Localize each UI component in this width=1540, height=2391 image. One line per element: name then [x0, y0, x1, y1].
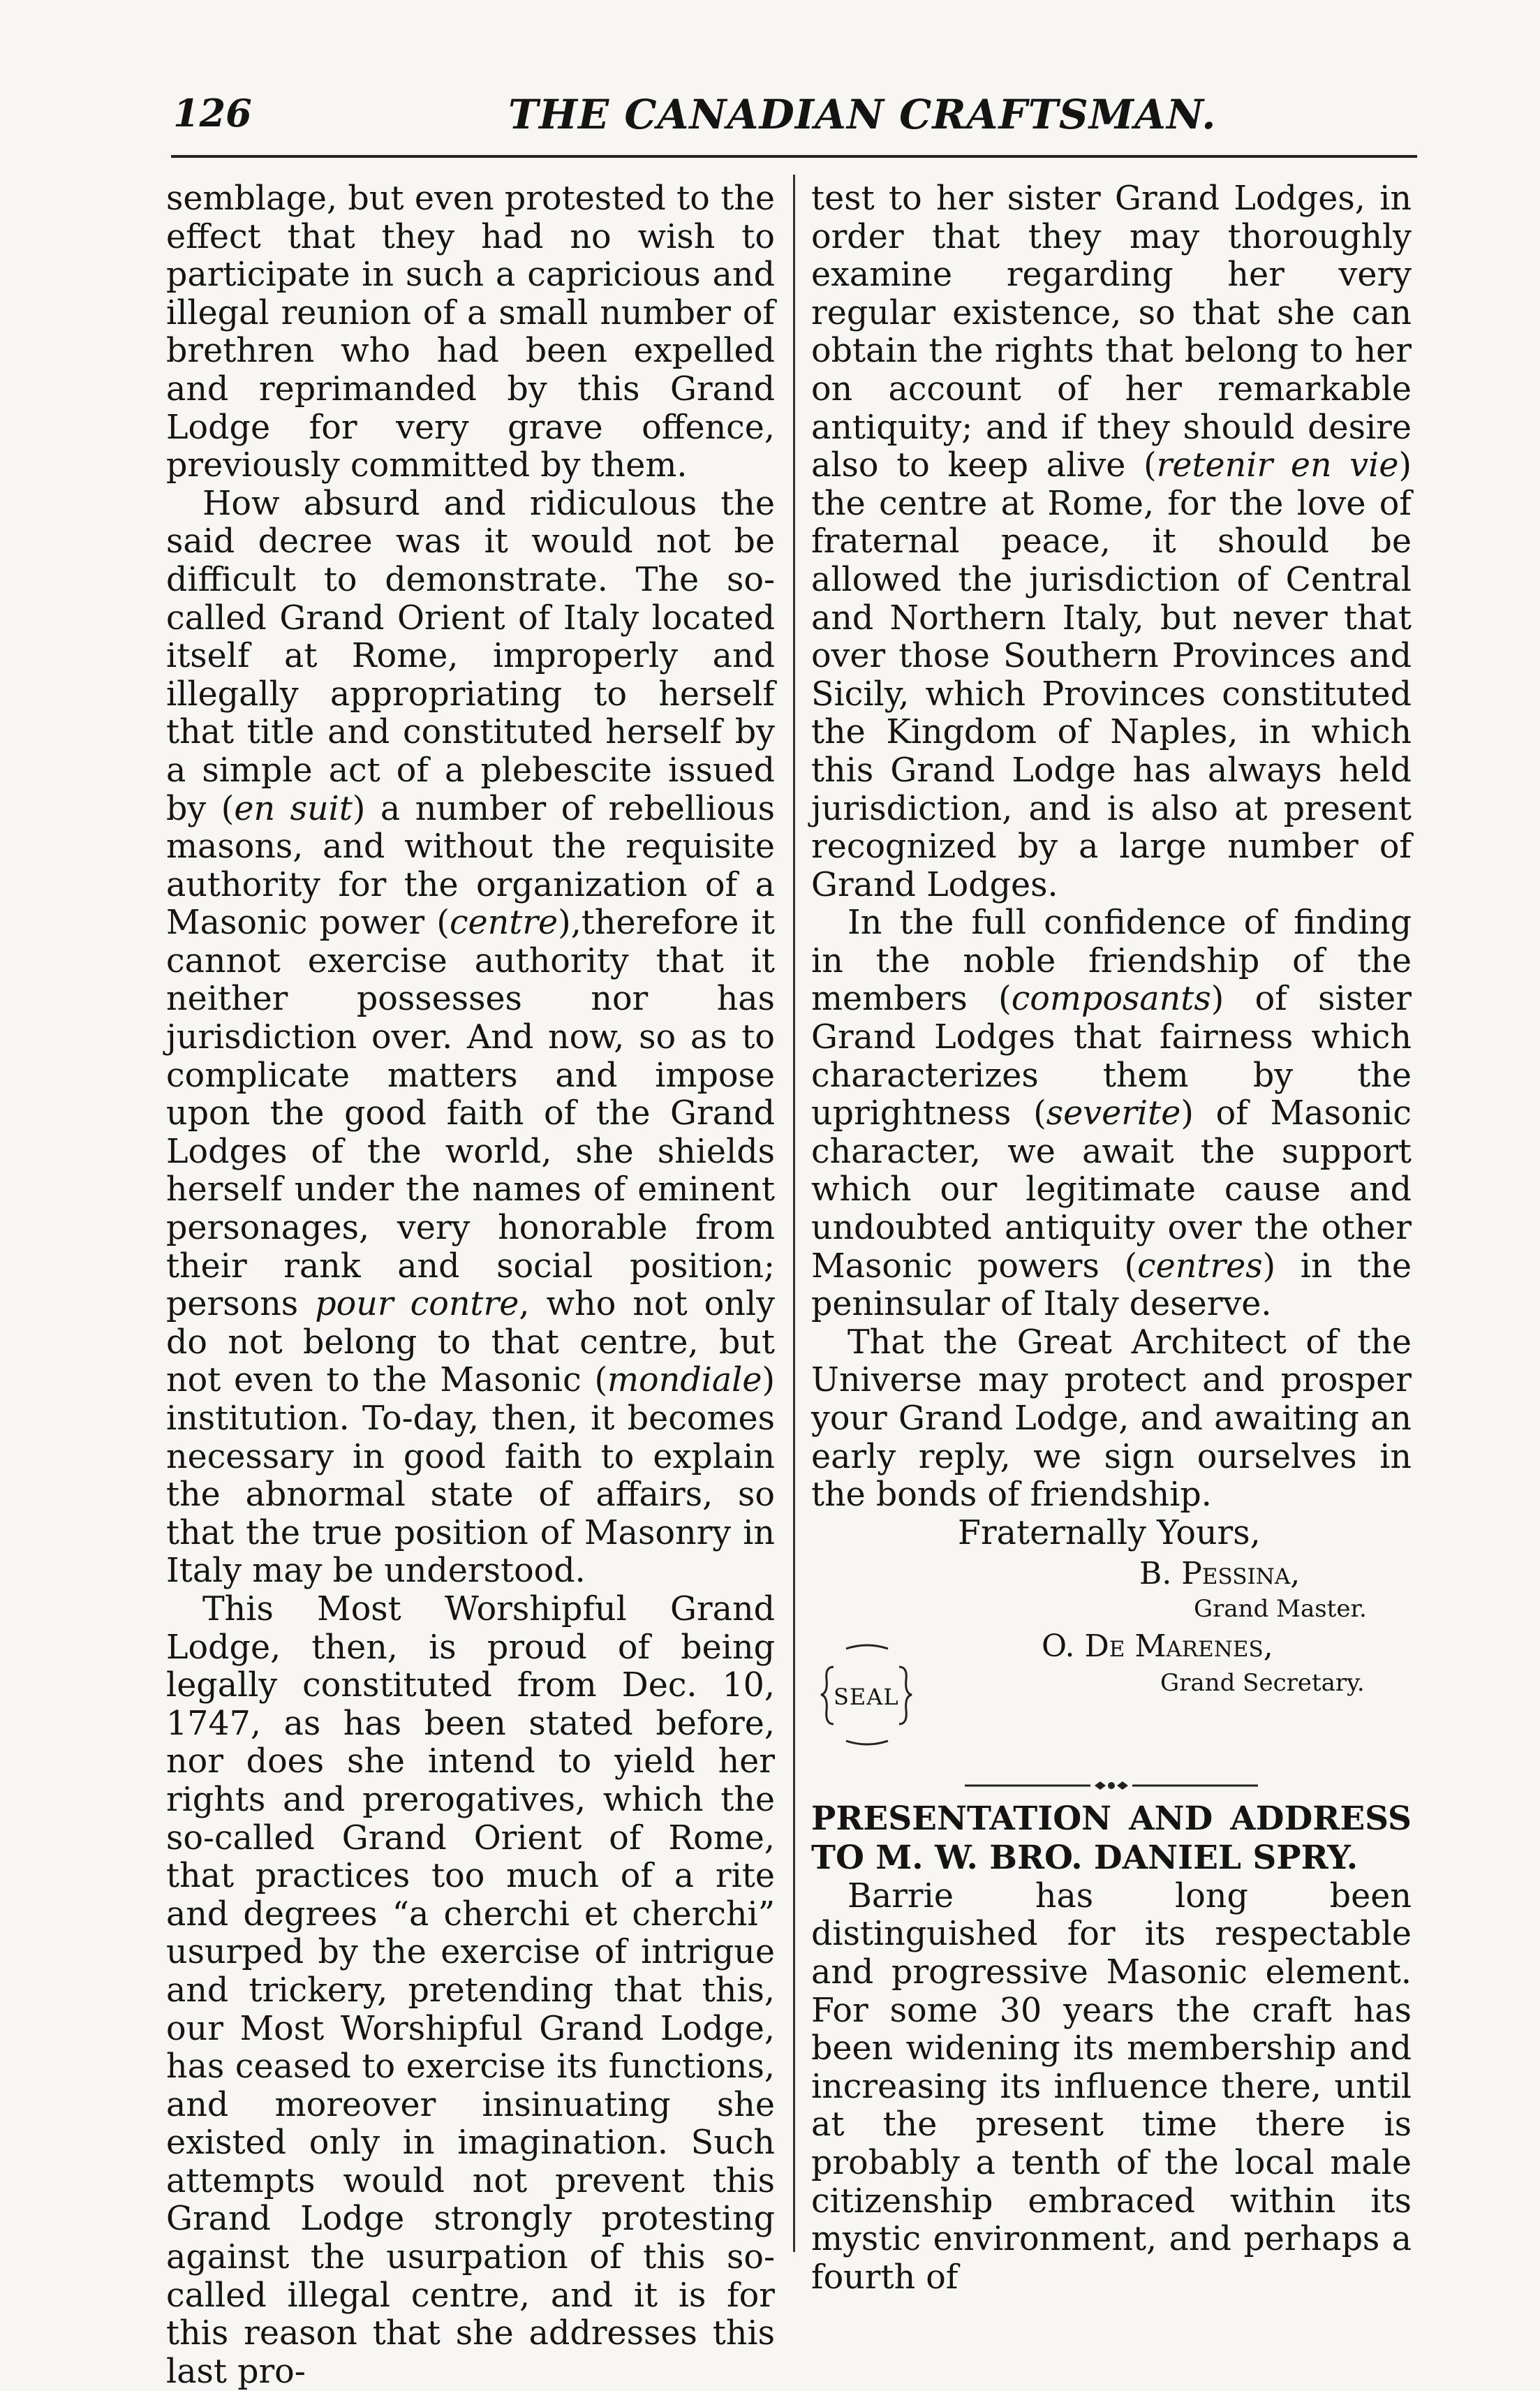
- header-rule: [171, 155, 1417, 158]
- page-header: [173, 84, 1416, 147]
- left-column: [166, 180, 775, 2391]
- page-number: 126: [173, 91, 252, 135]
- seal-mark: [818, 1639, 915, 1751]
- seal-label: SEAL: [834, 1683, 899, 1710]
- right-column: [811, 180, 1412, 2297]
- running-title: THE CANADIAN CRAFTSMAN.: [508, 91, 1217, 138]
- paragraph: This Most Worshipful Grand Lodge, then, is proud of being legally constituted from Dec. 10, 1747, as has been stated before, nor does she intend to yield her rights and prerogatives, which the so-called Grand Orient of Rome, that practices too much of a rite and degrees “a cherchi et cherchi” usurped by the exercise of intrigue and trickery, pretending that this, our Most Worshipful Grand Lodge, has ceased to exercise its functions, and moreover insinuating she existed only in imagination. Such attempts would not prevent this Grand Lodge strongly protesting against the usurpation of this so-called illegal centre, and it is for this reason that she addresses this last pro-: [166, 1589, 775, 2391]
- signatory-title: Grand Master.: [1194, 1594, 1367, 1623]
- paragraph: That the Great Architect of the Universe may protect and prosper your Grand Lodge, and awaiting an early reply, we sign ourselves in the bonds of friendship.: [811, 1323, 1412, 1515]
- signatory-name: O. De Marenes,: [1042, 1628, 1273, 1664]
- paragraph: How absurd and ridiculous the said decree was it would not be difficult to demonstrate. The so-called Grand Orient of Italy located itself at Rome, improperly and illegally appropriating to herself that title and constituted herself by a simple act of a plebescite issued by (en suit) a number of rebellious masons, and without the requisite authority for the organization of a Masonic power (centre),therefore it cannot exercise authority that it neither possesses nor has jurisdiction over. And now, so as to complicate matters and impose upon the good faith of the Grand Lodges of the world, she shields herself under the names of eminent personages, very honorable from their rank and social position; persons pour contre, who not only do not belong to that centre, but not even to the Masonic (mondiale) institution. To-day, then, it becomes necessary in good faith to explain the abnormal state of affairs, so that the true position of Masonry in Italy may be understood.: [166, 484, 775, 1591]
- signature-block: [811, 1515, 1412, 1766]
- column-rule: [793, 175, 795, 2252]
- section-heading: PRESENTATION AND ADDRESS TO M. W. BRO. DANIEL SPRY.: [811, 1799, 1412, 1877]
- paragraph: In the full confidence of finding in the noble friendship of the members (composants) of sister Grand Lodges that fairness which characterizes them by the uprightness (severite) of Masonic character, we await the support which our legitimate cause and undoubted antiquity over the other Masonic powers (centres) in the peninsular of Italy deserve.: [811, 904, 1412, 1324]
- paragraph: semblage, but even protested to the effect that they had no wish to participate in such a capricious and illegal reunion of a small number of brethren who had been expelled and reprimanded by this Grand Lodge for very grave offence, previously committed by them.: [166, 179, 775, 485]
- signatory-title: Grand Secretary.: [1160, 1668, 1365, 1697]
- paragraph: test to her sister Grand Lodges, in order that they may thoroughly examine regarding her very regular existence, so that she can obtain the rights that belong to her on account of her remarkable antiquity; and if they should desire also to keep alive (retenir en vie) the centre at Rome, for the love of fraternal peace, it should be allowed the jurisdiction of Central and Northern Italy, but never that over those Southern Provinces and Sicily, which Provinces constituted the Kingdom of Naples, in which this Grand Lodge has always held jurisdiction, and is also at present recognized by a large number of Grand Lodges.: [811, 179, 1412, 904]
- closing-salutation: Fraternally Yours,: [958, 1513, 1261, 1552]
- section-divider-icon: [965, 1779, 1258, 1793]
- paragraph: Barrie has long been distinguished for its respectable and progressive Masonic element. For some 30 years the craft has been widening its membership and increasing its influence there, until at the present time there is probably a tenth of the local male citizenship embraced within its mystic environment, and perhaps a fourth of: [811, 1876, 1412, 2297]
- signatory-name: B. Pessina,: [1139, 1555, 1301, 1591]
